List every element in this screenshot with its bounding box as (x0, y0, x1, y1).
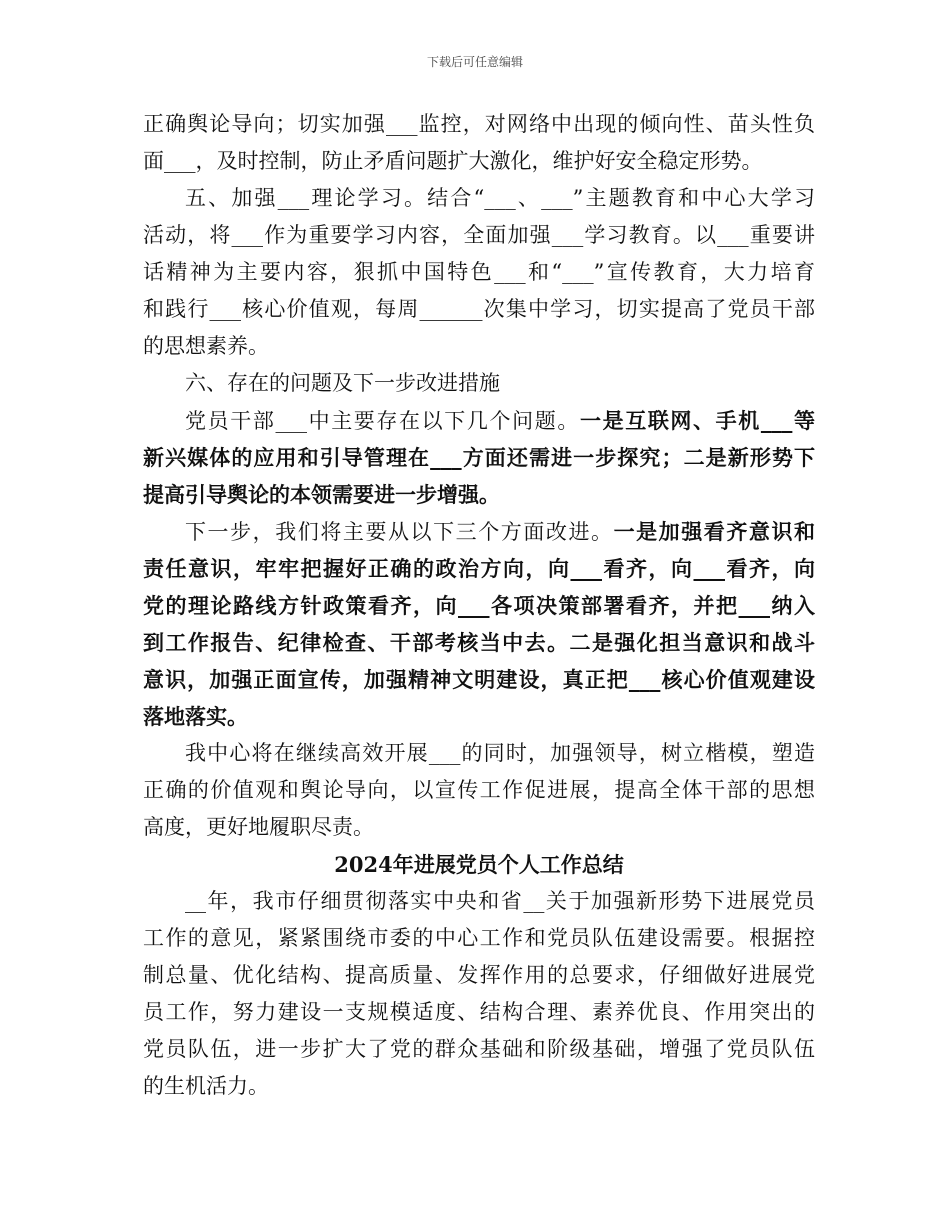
text-line (143, 698, 815, 735)
text-segment: 正确的价值观和舆论导向，以宣传工作促进展，提高全体干部的思想 (143, 778, 815, 802)
text-segment: 一是互联网、手机___等 (579, 408, 815, 433)
text-line (143, 809, 815, 846)
text-line (143, 624, 815, 661)
text-line (143, 883, 815, 920)
text-segment: __年，我市仔细贯彻落实中央和省__关于加强新形势下进展党员 (185, 889, 815, 913)
text-segment: 落地落实。 (143, 704, 248, 729)
text-segment: 我中心将在继续高效开展___的同时，加强领导，树立楷模，塑造 (185, 741, 815, 765)
text-segment: 党的理论路线方针政策看齐，向___各项决策部署看齐，并把___纳入 (143, 593, 815, 618)
text-segment: 党员干部___中主要存在以下几个问题。 (185, 409, 580, 433)
text-line (143, 106, 815, 143)
text-segment: 意识，加强正面宣传，加强精神文明建设，真正把___核心价值观建设 (143, 667, 815, 692)
text-line (143, 513, 815, 550)
text-segment: 党员队伍，进一步扩大了党的群众基础和阶级基础，增强了党员队伍 (143, 1037, 815, 1061)
text-line (143, 439, 815, 476)
text-segment: 六、存在的问题及下一步改进措施 (185, 371, 500, 395)
text-line (143, 920, 815, 957)
text-segment: 的思想素养。 (143, 334, 269, 358)
text-segment: 到工作报告、纪律检查、干部考核当中去。二是强化担当意识和战斗 (143, 630, 815, 655)
page-header: 下载后可任意编辑 (426, 55, 523, 69)
text-segment: 和践行___核心价值观，每周______次集中学习，切实提高了党员干部 (143, 297, 815, 321)
text-segment: 2024年进展党员个人工作总结 (334, 852, 624, 877)
text-line (143, 180, 815, 217)
section-heading (143, 365, 815, 402)
text-segment: 的生机活力。 (143, 1074, 269, 1098)
text-line (143, 587, 815, 624)
text-line (143, 957, 815, 994)
text-segment: 正确舆论导向；切实加强___监控，对网络中出现的倾向性、苗头性负 (143, 112, 815, 136)
text-segment: 员工作，努力建设一支规模适度、结构合理、素养优良、作用突出的 (143, 1000, 815, 1024)
text-line (143, 217, 815, 254)
text-segment: 工作的意见，紧紧围绕市委的中心工作和党员队伍建设需要。根据控 (143, 926, 815, 950)
text-line (143, 1031, 815, 1068)
text-segment: 五、加强___理论学习。结合“___、___”主题教育和中心大学习 (185, 186, 815, 210)
text-segment: 话精神为主要内容，狠抓中国特色___和“___”宣传教育，大力培育 (143, 260, 815, 284)
text-segment: 活动，将___作为重要学习内容，全面加强___学习教育。以___重要讲 (143, 223, 815, 247)
text-line (143, 476, 815, 513)
text-segment: 高度，更好地履职尽责。 (143, 815, 374, 839)
text-segment: 新兴媒体的应用和引导管理在___方面还需进一步探究；二是新形势下 (143, 445, 815, 470)
text-line (143, 994, 815, 1031)
text-line (143, 772, 815, 809)
text-segment: 制总量、优化结构、提高质量、发挥作用的总要求，仔细做好进展党 (143, 963, 815, 987)
text-line (143, 143, 815, 180)
document-body (143, 106, 815, 1105)
text-line (143, 328, 815, 365)
text-segment: 一是加强看齐意识和 (613, 519, 815, 544)
text-segment: 提高引导舆论的本领需要进一步增强。 (143, 482, 500, 507)
text-segment: 面___，及时控制，防止矛盾问题扩大激化，维护好安全稳定形势。 (143, 149, 763, 173)
text-line (143, 661, 815, 698)
section-title (143, 846, 815, 883)
text-line (143, 402, 815, 439)
text-line (143, 735, 815, 772)
text-segment: 责任意识，牢牢把握好正确的政治方向，向___看齐，向___看齐，向 (143, 556, 815, 581)
text-line (143, 550, 815, 587)
text-segment: 下一步，我们将主要从以下三个方面改进。 (185, 520, 614, 544)
text-line (143, 254, 815, 291)
text-line (143, 1068, 815, 1105)
text-line (143, 291, 815, 328)
